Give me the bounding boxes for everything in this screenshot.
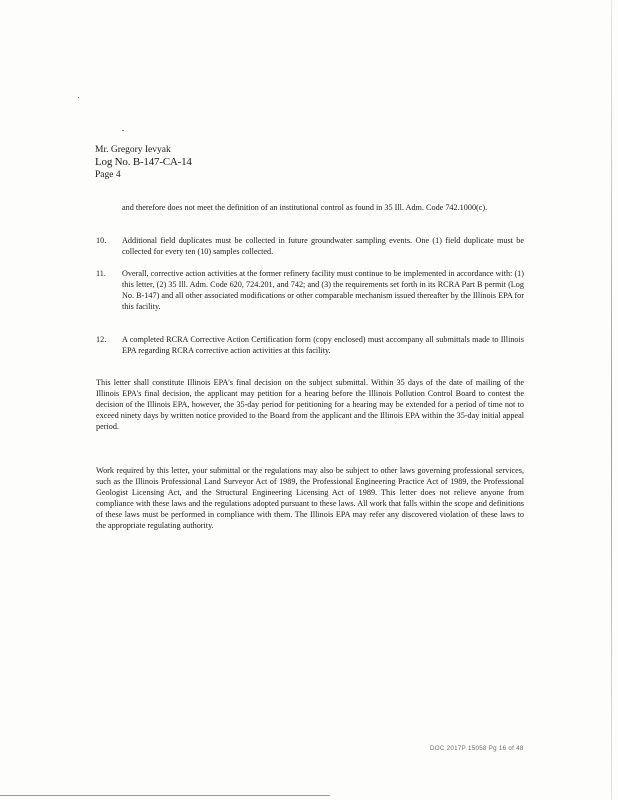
scan-speck bbox=[122, 130, 124, 131]
item-text: A completed RCRA Corrective Action Certification form (copy enclosed) must accompany all submittals made to Illinois EPA regarding RCRA corrective action activities at this facility. bbox=[122, 335, 524, 356]
scan-speck bbox=[78, 97, 79, 98]
continuation-paragraph: and therefore does not meet the definition of an institutional control as found in 35 Ill. Adm. Code 742.1000(c). bbox=[122, 203, 488, 212]
professional-services-paragraph: Work required by this letter, your submittal or the regulations may also be subject to other laws governing professional services, such as the Illinois Professional Land Surveyor Act of 1989, the Professional Engineering Practice Act of 1989, the Professional Geologist Licensing Act, and the Structural Engineering Licensing Act of 1989. This letter does not relieve anyone from compliance with these laws and the regulations adopted pursuant to these laws. All work that falls within the scope and definitions of these laws must be performed in compliance with them. The Illinois EPA may refer any discovered violation of these laws to the appropriate regulating authority. bbox=[96, 466, 524, 531]
log-number: Log No. B-147-CA-14 bbox=[95, 156, 192, 168]
list-item bbox=[96, 235, 524, 257]
appeal-paragraph: This letter shall constitute Illinois EPA's final decision on the subject submittal. Within 35 days of the date of mailing of the Illinois EPA's final decision, the applicant may petition for a hearing before the Illinois Pollution Control Board to contest the decision of the Illinois EPA, however, the 35-day period for petitioning for a hearing may be extended for a period of time not to exceed ninety days by written notice provided to the Board from the applicant and the Illinois EPA within the 35-day initial appeal period. bbox=[96, 378, 524, 432]
letter-header bbox=[95, 144, 192, 181]
scan-edge bbox=[611, 0, 612, 800]
item-text: Additional field duplicates must be collected in future groundwater sampling events. One (1) field duplicate must be collected for every ten (10) samples collected. bbox=[122, 236, 524, 257]
document-id: DOC 2017P 15058 Pg 16 of 48 bbox=[430, 745, 524, 752]
scan-bottom-rule bbox=[0, 795, 330, 796]
item-number: 11. bbox=[96, 269, 106, 278]
item-number: 12. bbox=[96, 335, 107, 344]
item-number: 10. bbox=[96, 236, 107, 245]
list-item bbox=[96, 268, 524, 312]
page-number: Page 4 bbox=[95, 170, 121, 180]
item-text: Overall, corrective action activities at the former refinery facility must continue to be implemented in accordance with: (1) this letter, (2) 35 Ill. Adm. Code 620, 724.201, and 742; and (3) the requirements set forth in its RCRA Part B permit (Log No. B-147) and all other associated modifications or other comparable mechanism issued thereafter by the Illinois EPA for this facility. bbox=[122, 269, 524, 312]
recipient-name: Mr. Gregory Ievyak bbox=[95, 145, 171, 155]
list-item bbox=[96, 334, 524, 356]
